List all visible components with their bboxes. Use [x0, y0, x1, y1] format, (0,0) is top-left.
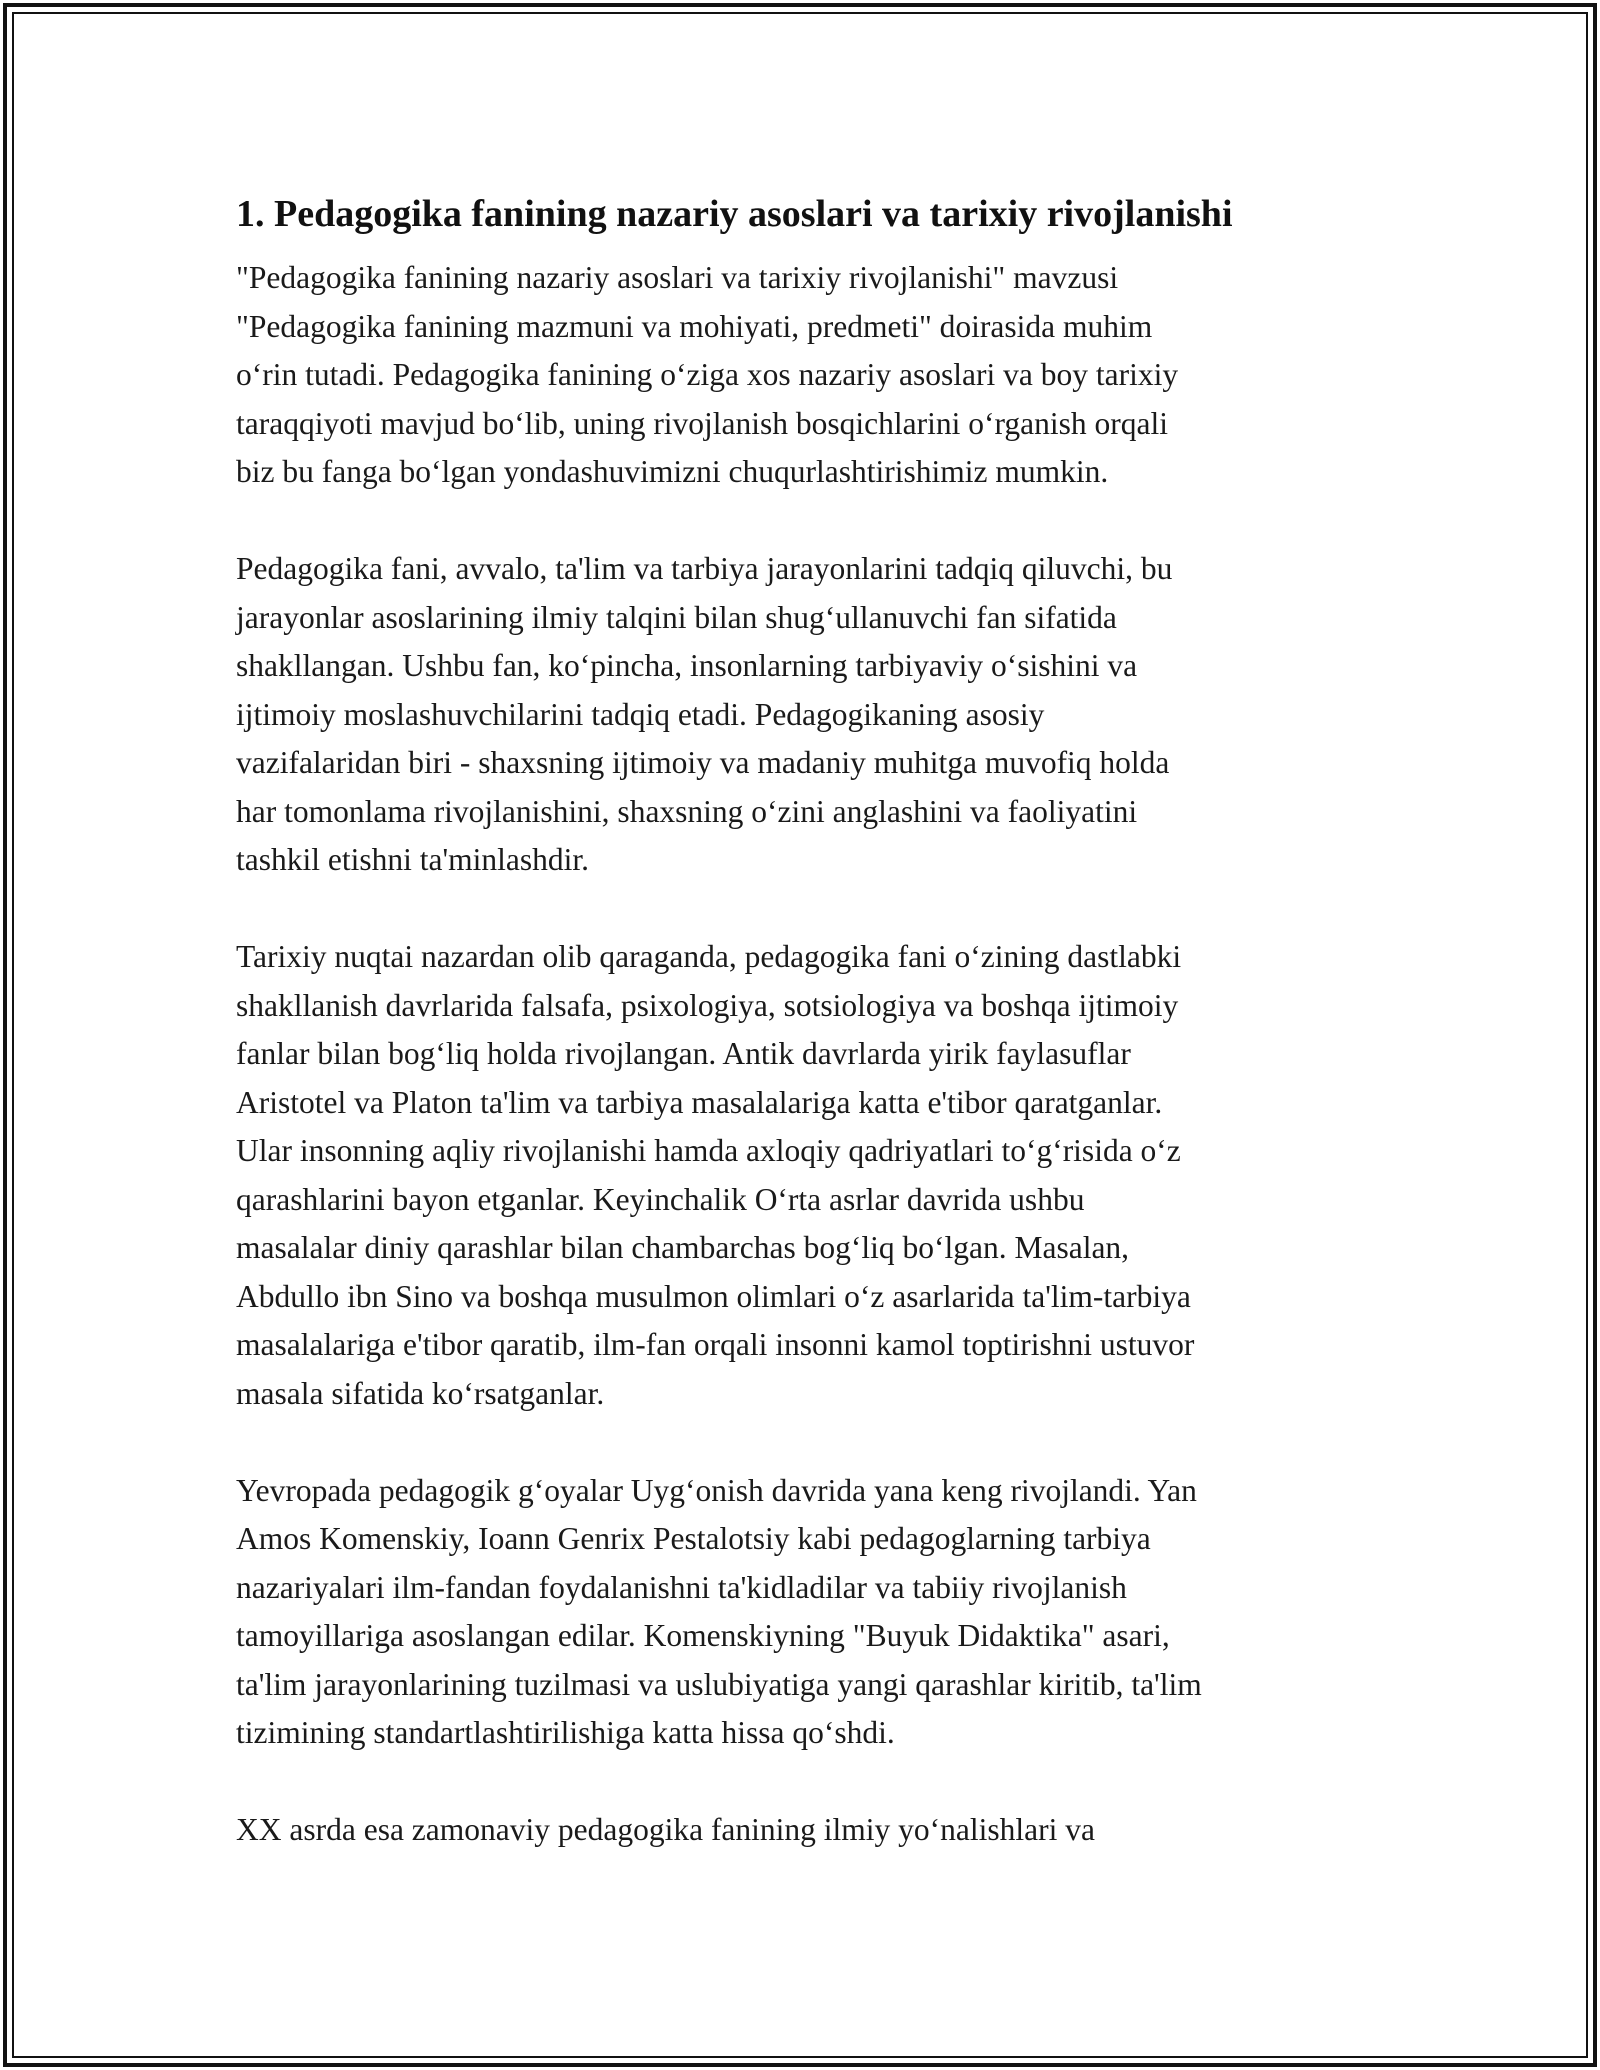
- text-line: masalalar diniy qarashlar bilan chambarchas bog‘liq bo‘lgan. Masalan,: [236, 1230, 1130, 1265]
- text-line: jarayonlar asoslarining ilmiy talqini bilan shug‘ullanuvchi fan sifatida: [236, 599, 1117, 635]
- text-line: Tarixiy nuqtai nazardan olib qaraganda, pedagogika fani o‘zining dastlabki: [236, 939, 1182, 974]
- text-line: o‘rin tutadi. Pedagogika fanining o‘ziga xos nazariy asoslari va boy tarixiy: [236, 357, 1179, 392]
- text-line: nazariyalari ilm-fandan foydalanishni ta'kidladilar va tabiiy rivojlanish: [236, 1569, 1127, 1605]
- text-line: tamoyillariga asoslangan edilar. Komenskiyning "Buyuk Didaktika" asari,: [236, 1618, 1170, 1653]
- text-line: biz bu fanga bo‘lgan yondashuvimizni chuqurlashtirishimiz mumkin.: [236, 454, 1109, 489]
- paragraph: [236, 1806, 1371, 1855]
- text-line: "Pedagogika fanining mazmuni va mohiyati, predmeti" doirasida muhim: [236, 308, 1153, 344]
- text-line: XX asrda esa zamonaviy pedagogika fanining ilmiy yo‘nalishlari va: [236, 1812, 1095, 1847]
- paragraph: [236, 254, 1371, 497]
- text-line: masalalariga e'tibor qaratib, ilm-fan orqali insonni kamol toptirishni ustuvor: [236, 1327, 1195, 1362]
- text-line: Amos Komenskiy, Ioann Genrix Pestalotsiy kabi pedagoglarning tarbiya: [236, 1521, 1151, 1556]
- paragraph: [236, 1467, 1371, 1758]
- text-line: har tomonlama rivojlanishini, shaxsning o‘zini anglashini va faoliyatini: [236, 793, 1138, 829]
- text-line: fanlar bilan bog‘liq holda rivojlangan. Antik davrlarda yirik faylasuflar: [236, 1036, 1131, 1071]
- text-line: ta'lim jarayonlarining tuzilmasi va uslubiyatiga yangi qarashlar kiritib, ta'lim: [236, 1666, 1202, 1702]
- text-line: Yevropada pedagogik g‘oyalar Uyg‘onish davrida yana keng rivojlandi. Yan: [236, 1472, 1197, 1508]
- text-line: masala sifatida ko‘rsatganlar.: [236, 1375, 605, 1411]
- paragraph: [236, 545, 1371, 885]
- text-line: Abdullo ibn Sino va boshqa musulmon olimlari o‘z asarlarida ta'lim-tarbiya: [236, 1278, 1191, 1314]
- text-line: ijtimoiy moslashuvchilarini tadqiq etadi. Pedagogikaning asosiy: [236, 696, 1045, 732]
- text-line: tashkil etishni ta'minlashdir.: [236, 842, 590, 877]
- text-line: shakllangan. Ushbu fan, ko‘pincha, insonlarning tarbiyaviy o‘sishini va: [236, 648, 1138, 683]
- text-line: shakllanish davrlarida falsafa, psixologiya, sotsiologiya va boshqa ijtimoiy: [236, 987, 1179, 1023]
- text-line: Pedagogika fani, avvalo, ta'lim va tarbiya jarayonlarini tadqiq qiluvchi, bu: [236, 551, 1173, 586]
- paragraph: [236, 933, 1371, 1418]
- text-line: "Pedagogika fanining nazariy asoslari va tarixiy rivojlanishi" mavzusi: [236, 260, 1119, 295]
- document-body: [236, 186, 1371, 1903]
- text-line: tizimining standartlashtirilishiga katta hissa qo‘shdi.: [236, 1715, 895, 1750]
- section-heading: 1. Pedagogika fanining nazariy asoslari va tarixiy rivojlanishi: [236, 193, 1233, 235]
- text-line: Ular insonning aqliy rivojlanishi hamda axloqiy qadriyatlari to‘g‘risida o‘z: [236, 1133, 1181, 1168]
- text-line: qarashlarini bayon etganlar. Keyinchalik O‘rta asrlar davrida ushbu: [236, 1181, 1085, 1217]
- text-line: taraqqiyoti mavjud bo‘lib, uning rivojlanish bosqichlarini o‘rganish orqali: [236, 405, 1169, 441]
- text-line: Aristotel va Platon ta'lim va tarbiya masalalariga katta e'tibor qaratganlar.: [236, 1084, 1163, 1120]
- text-line: vazifalaridan biri - shaxsning ijtimoiy va madaniy muhitga muvofiq holda: [236, 745, 1170, 780]
- paragraph-container: [236, 254, 1371, 1855]
